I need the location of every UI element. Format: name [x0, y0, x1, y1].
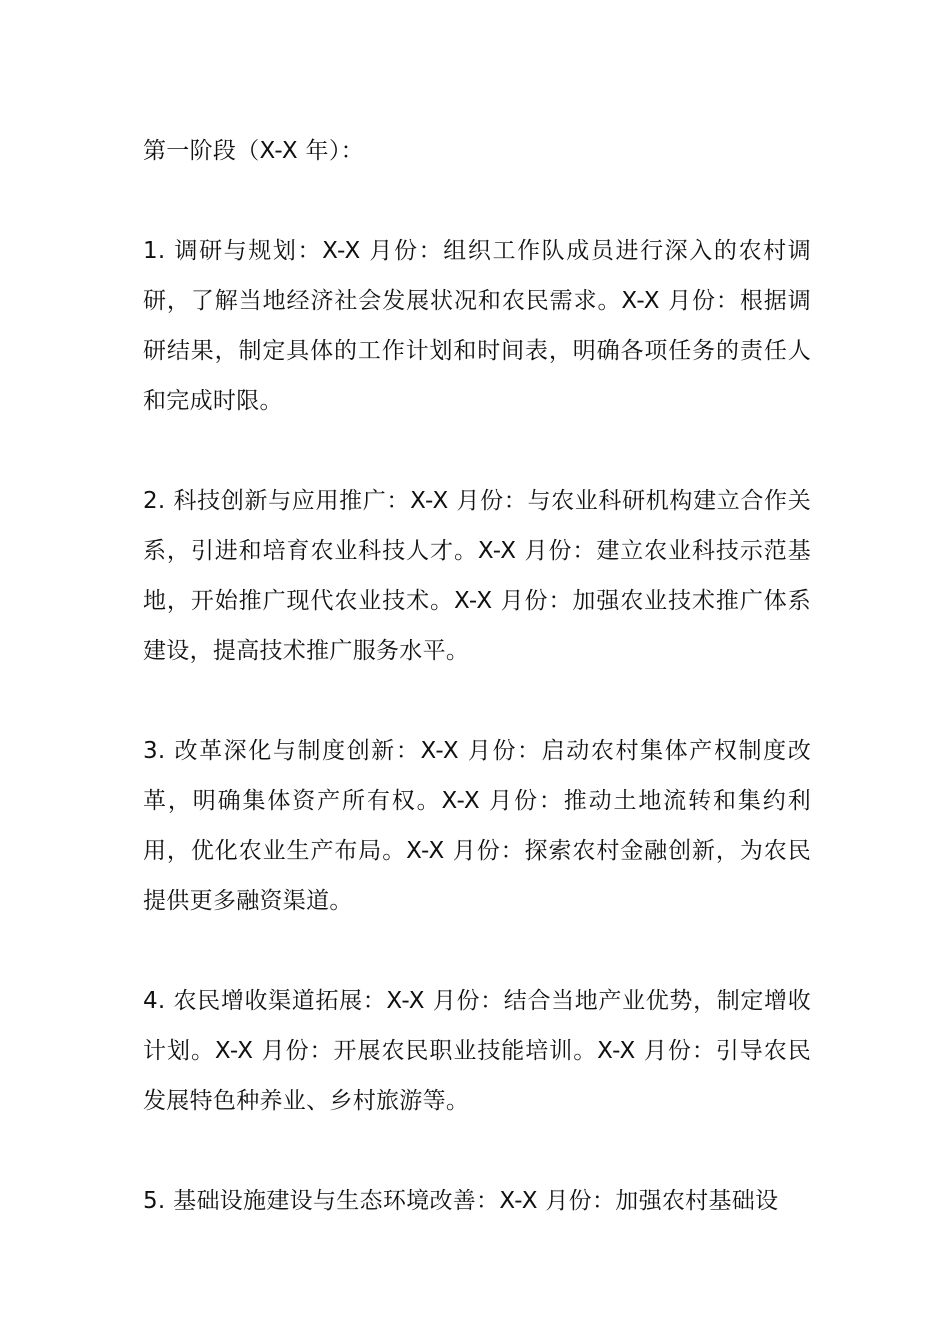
- document-body: [143, 126, 811, 1276]
- paragraph-farmer-income: 4. 农民增收渠道拓展：X-X 月份：结合当地产业优势，制定增收计划。X-X 月份：开展农民职业技能培训。X-X 月份：引导农民发展特色种养业、乡村旅游等。: [143, 988, 811, 1114]
- paragraph-infrastructure: 5. 基础设施建设与生态环境改善：X-X 月份：加强农村基础设: [143, 1188, 779, 1214]
- paragraph-reform-innovation: 3. 改革深化与制度创新：X-X 月份：启动农村集体产权制度改革，明确集体资产所有权。X-X 月份：推动土地流转和集约利用，优化农业生产布局。X-X 月份：探索农村金融创新，为农民提供更多融资渠道。: [143, 738, 811, 914]
- paragraph-tech-innovation: 2. 科技创新与应用推广：X-X 月份：与农业科研机构建立合作关系，引进和培育农业科技人才。X-X 月份：建立农业科技示范基地，开始推广现代农业技术。X-X 月份：加强农业技术推广体系建设，提高技术推广服务水平。: [143, 488, 811, 664]
- paragraph-research-planning: 1. 调研与规划：X-X 月份：组织工作队成员进行深入的农村调研，了解当地经济社会发展状况和农民需求。X-X 月份：根据调研结果，制定具体的工作计划和时间表，明确各项任务的责任人和完成时限。: [143, 238, 811, 414]
- section-heading: 第一阶段（X-X 年）：: [143, 138, 364, 164]
